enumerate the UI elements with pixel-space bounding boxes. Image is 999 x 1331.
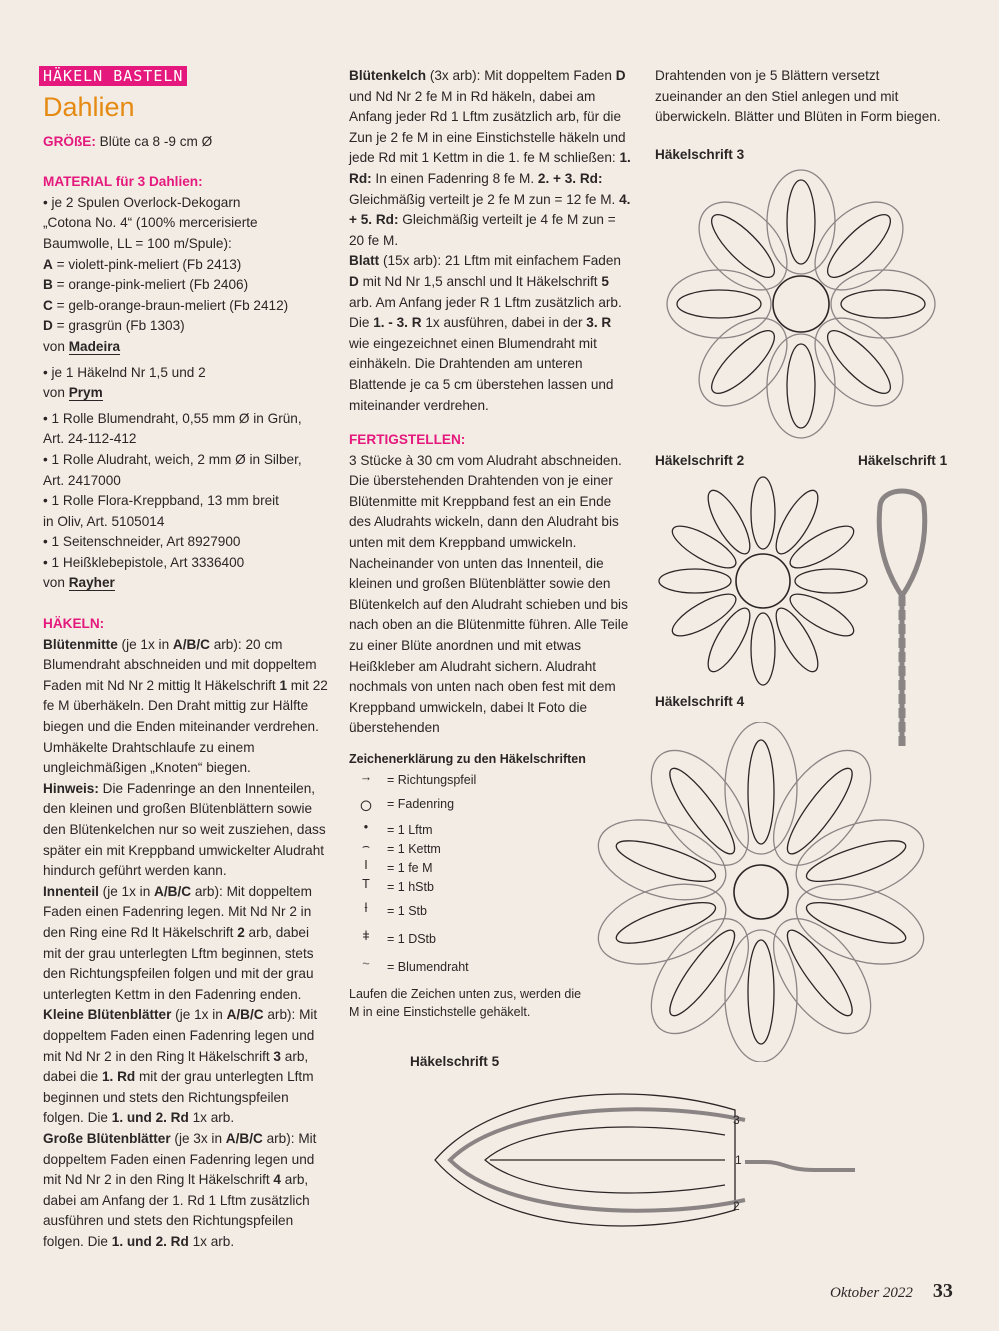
petal xyxy=(751,613,775,685)
kelch-paragraph: Blütenkelch (3x arb): Mit doppeltem Faden D und Nd Nr 2 fe M in Rd häkeln, dabei am Anfang jeder Rd 1 Lftm zusätzlich arb, für die Zun je 2 fe M in eine Einstichstelle häkeln und jede Rd mit 1 Kettm in die 1. fe M schließen: 1. Rd: In einen Fadenring 8 fe M. 2. + 3. Rd: Gleichmäßig verteilt je 2 fe M zun = 12 fe M. 4. + 5. Rd: Gleichmäßig verteilt je 4 fe M zun = 20 fe M. xyxy=(349,68,631,248)
dc-icon: ƚ xyxy=(364,901,368,915)
petal xyxy=(831,270,935,338)
legend-item: ○ = Fadenring xyxy=(349,792,589,820)
t-icon: T xyxy=(362,877,370,891)
petal xyxy=(667,270,771,338)
color-line: D = grasgrün (Fb 1303) xyxy=(43,318,185,334)
petal xyxy=(632,902,768,1051)
brand-line: von Prym xyxy=(43,385,103,401)
bar-icon: I xyxy=(364,858,368,872)
haekeln-heading: HÄKELN: xyxy=(43,616,105,632)
kleine-paragraph: Kleine Blütenblätter (je 1x in A/B/C arb): Mit doppeltem Faden einen Fadenring legen und mit Nd Nr 2 in den Ring lt Häkelschrift 3 arb, dabei die 1. Rd mit der grau unterlegten Lftm beginnen und stets den Richtungspfeilen folgen. Die 1. und 2. Rd 1x arb. xyxy=(43,1007,318,1126)
col3-paragraph: Drahtenden von je 5 Blättern versetzt zueinander an den Stiel anlegen und mit überwickeln. Blätter und Blüten in Form biegen. xyxy=(655,68,941,125)
page-footer xyxy=(830,1280,953,1303)
diagram-1-label: Häkelschrift 1 xyxy=(858,453,948,468)
page-title: Dahlien xyxy=(43,91,135,122)
blatt-paragraph: Blatt (15x arb): 21 Lftm mit einfachem Faden D mit Nd Nr 1,5 anschl und lt Häkelschrift 5 arb. Am Anfang jeder R 1 Lftm zusätzlich arb. Die 1. - 3. R 1x ausführen, dabei in der 3. R wie eingezeichnet einen Blumendraht mit einhäkeln. Die Drahtenden am unteren Blattende je ca 5 cm überstehen lassen und miteinander verdrehen. xyxy=(349,253,622,413)
legend-heading: Zeichenerklärung zu den Häkelschriften xyxy=(349,752,586,766)
item-line: Art. 24-112-412 xyxy=(43,431,137,447)
color-line: B = orange-pink-meliert (Fb 2406) xyxy=(43,277,249,293)
petal xyxy=(785,519,859,576)
brand-line: von Madeira xyxy=(43,338,121,354)
material-heading: MATERIAL für 3 Dahlien: xyxy=(43,174,203,190)
color-line: C = gelb-orange-braun-meliert (Fb 2412) xyxy=(43,297,289,313)
yarn-line: Baumwolle, LL = 100 m/Spule): xyxy=(43,235,232,251)
petal xyxy=(701,485,758,559)
diagram-5-label: Häkelschrift 5 xyxy=(410,1054,500,1069)
diagram-3-label: Häkelschrift 3 xyxy=(655,147,745,162)
magic-ring xyxy=(773,276,829,332)
legend-item: T = 1 hStb xyxy=(349,877,589,901)
petal xyxy=(769,485,826,559)
legend-item: ǂ = 1 DStb xyxy=(349,929,589,957)
brand-line: von Rayher xyxy=(43,575,115,591)
diagram-1-wire-loop xyxy=(872,476,932,751)
diagram-2-label: Häkelschrift 2 xyxy=(655,453,745,468)
section-kicker: HÄKELN BASTELN xyxy=(39,66,187,86)
petal xyxy=(588,870,736,979)
arrow-icon: → xyxy=(359,770,373,784)
symbol-legend xyxy=(349,752,589,1021)
legend-note: Laufen die Zeichen unten zus, werden die M in eine Einstichstelle gehäkelt. xyxy=(349,987,582,1019)
item-line: • 1 Seitenschneider, Art 8927900 xyxy=(43,534,241,550)
petal xyxy=(659,569,731,593)
diagram-5-leaf xyxy=(415,1080,855,1240)
petal xyxy=(785,587,859,644)
item-line: • 1 Rolle Blumendraht, 0,55 mm Ø in Grün, xyxy=(43,410,302,426)
row-label: 1 xyxy=(735,1153,742,1167)
item-line: • 1 Heißklebepistole, Art 3336400 xyxy=(43,554,245,570)
dot-icon: • xyxy=(363,820,369,834)
diagram-3-flower xyxy=(655,168,947,440)
item-line: Art. 2417000 xyxy=(43,472,121,488)
diagram-4-label: Häkelschrift 4 xyxy=(655,694,745,709)
color-line: A = violett-pink-meliert (Fb 2413) xyxy=(43,256,242,272)
petal xyxy=(667,587,741,644)
legend-item: ~ = Blumendraht xyxy=(349,957,589,979)
tr-icon: ǂ xyxy=(362,929,370,943)
yarn-line: • je 2 Spulen Overlock-Dekogarn xyxy=(43,194,241,210)
hinweis-paragraph: Hinweis: Die Fadenringe an den Innenteilen, den kleinen und großen Blütenblättern sowie den Blütenkelchen nur so weit zusziehen, dass später ein mit Kreppband umwickelter Aludraht hindurch geführt werden kann. xyxy=(43,780,326,879)
issue-date: Oktober 2022 xyxy=(830,1285,913,1301)
petal xyxy=(769,603,826,677)
petal xyxy=(725,722,797,854)
petal xyxy=(786,805,934,914)
column-left xyxy=(43,66,328,1252)
item-line: • 1 Rolle Aludraht, weich, 2 mm Ø in Silber, xyxy=(43,451,302,467)
fertig-heading: FERTIGSTELLEN: xyxy=(349,432,466,448)
item-line: in Oliv, Art. 5105014 xyxy=(43,513,165,529)
magic-ring xyxy=(736,554,790,608)
circle-icon: ○ xyxy=(358,792,374,819)
petal xyxy=(795,569,867,593)
petal xyxy=(588,805,736,914)
petal xyxy=(725,930,797,1062)
row-label: 2 xyxy=(733,1199,740,1213)
yarn-line: „Cotona No. 4“ (100% mercerisierte xyxy=(43,215,258,231)
row-label: 3 xyxy=(733,1113,740,1127)
petal xyxy=(667,519,741,576)
hook-line: • je 1 Häkelnd Nr 1,5 und 2 xyxy=(43,364,206,380)
diagram-4-flower xyxy=(585,722,937,1062)
bluetenmitte-paragraph: Blütenmitte (je 1x in A/B/C arb): 20 cm Blumendraht abschneiden und mit doppeltem Faden mit Nd Nr 2 mittig lt Häkelschrift 1 mit 22 fe M überhäkeln. Den Draht mittig zur Hälfte biegen und die Enden miteinander verdrehen. Umhäkelte Drahtschlaufe zu einem ungleichmäßigen „Knoten“ biegen. xyxy=(43,636,328,776)
magic-ring xyxy=(734,865,788,919)
legend-item: ƚ = 1 Stb xyxy=(349,901,589,929)
petal xyxy=(786,870,934,979)
legend-item: ⌢ = 1 Kettm xyxy=(349,839,589,858)
grosse-paragraph: Große Blütenblätter (je 3x in A/B/C arb): Mit doppeltem Faden einen Fadenring legen und mit Nd Nr 2 in den Ring lt Häkelschrift 4 arb, dabei am Anfang der 1. Rd 1 Lftm zusätzlich ausführen und stets den Richtungspfeilen folgen. Die 1. und 2. Rd 1x arb. xyxy=(43,1130,317,1249)
innenteil-paragraph: Innenteil (je 1x in A/B/C arb): Mit doppeltem Faden einen Fadenring legen. Mit Nd Nr 2 in den Ring eine Rd lt Häkelschrift 2 arb, dabei mit der grau unterlegten Lftm beginnen, stets den Richtungspfeilen folgen und mit der grau unterlegten Kettm in den Fadenring enden. xyxy=(43,883,314,1002)
arc-icon: ⌢ xyxy=(361,839,371,853)
column-middle xyxy=(349,66,632,739)
petal xyxy=(751,477,775,549)
column-right xyxy=(655,66,945,128)
petal xyxy=(754,733,890,882)
petal xyxy=(767,334,835,438)
petal xyxy=(767,170,835,274)
legend-item: → = Richtungspfeil xyxy=(349,770,589,792)
petal xyxy=(754,902,890,1051)
wire-icon: ~ xyxy=(362,957,370,971)
legend-item: I = 1 fe M xyxy=(349,858,589,877)
item-line: • 1 Rolle Flora-Kreppband, 13 mm breit xyxy=(43,493,279,509)
page-number: 33 xyxy=(932,1280,953,1302)
petal xyxy=(632,733,768,882)
diagram-2-flower xyxy=(655,476,875,686)
size-line: GRÖßE: Blüte ca 8 -9 cm Ø xyxy=(43,133,213,149)
legend-item: • = 1 Lftm xyxy=(349,820,589,839)
petal xyxy=(701,603,758,677)
fertig-paragraph: 3 Stücke à 30 cm vom Aludraht abschneiden. Die überstehenden Drahtenden von je einer Blütenmitte mit Kreppband fest an ein Ende des Aludrahts wickeln, dann den Aludraht bis unten mit dem Kreppband umwickeln. Nacheinander von unten das Innenteil, die kleinen und großen Blütenblätter sowie den Blütenkelch auf den Aludraht schieben und bis nach oben an die Blütenmitte führen. Alle Teile zu einer Blüte anordnen und mit etwas Heißkleber am Aludraht sichern. Aludraht nochmals von unten nach oben fest mit dem Kreppband umwickeln, dabei lt Foto die überstehenden xyxy=(349,452,629,736)
